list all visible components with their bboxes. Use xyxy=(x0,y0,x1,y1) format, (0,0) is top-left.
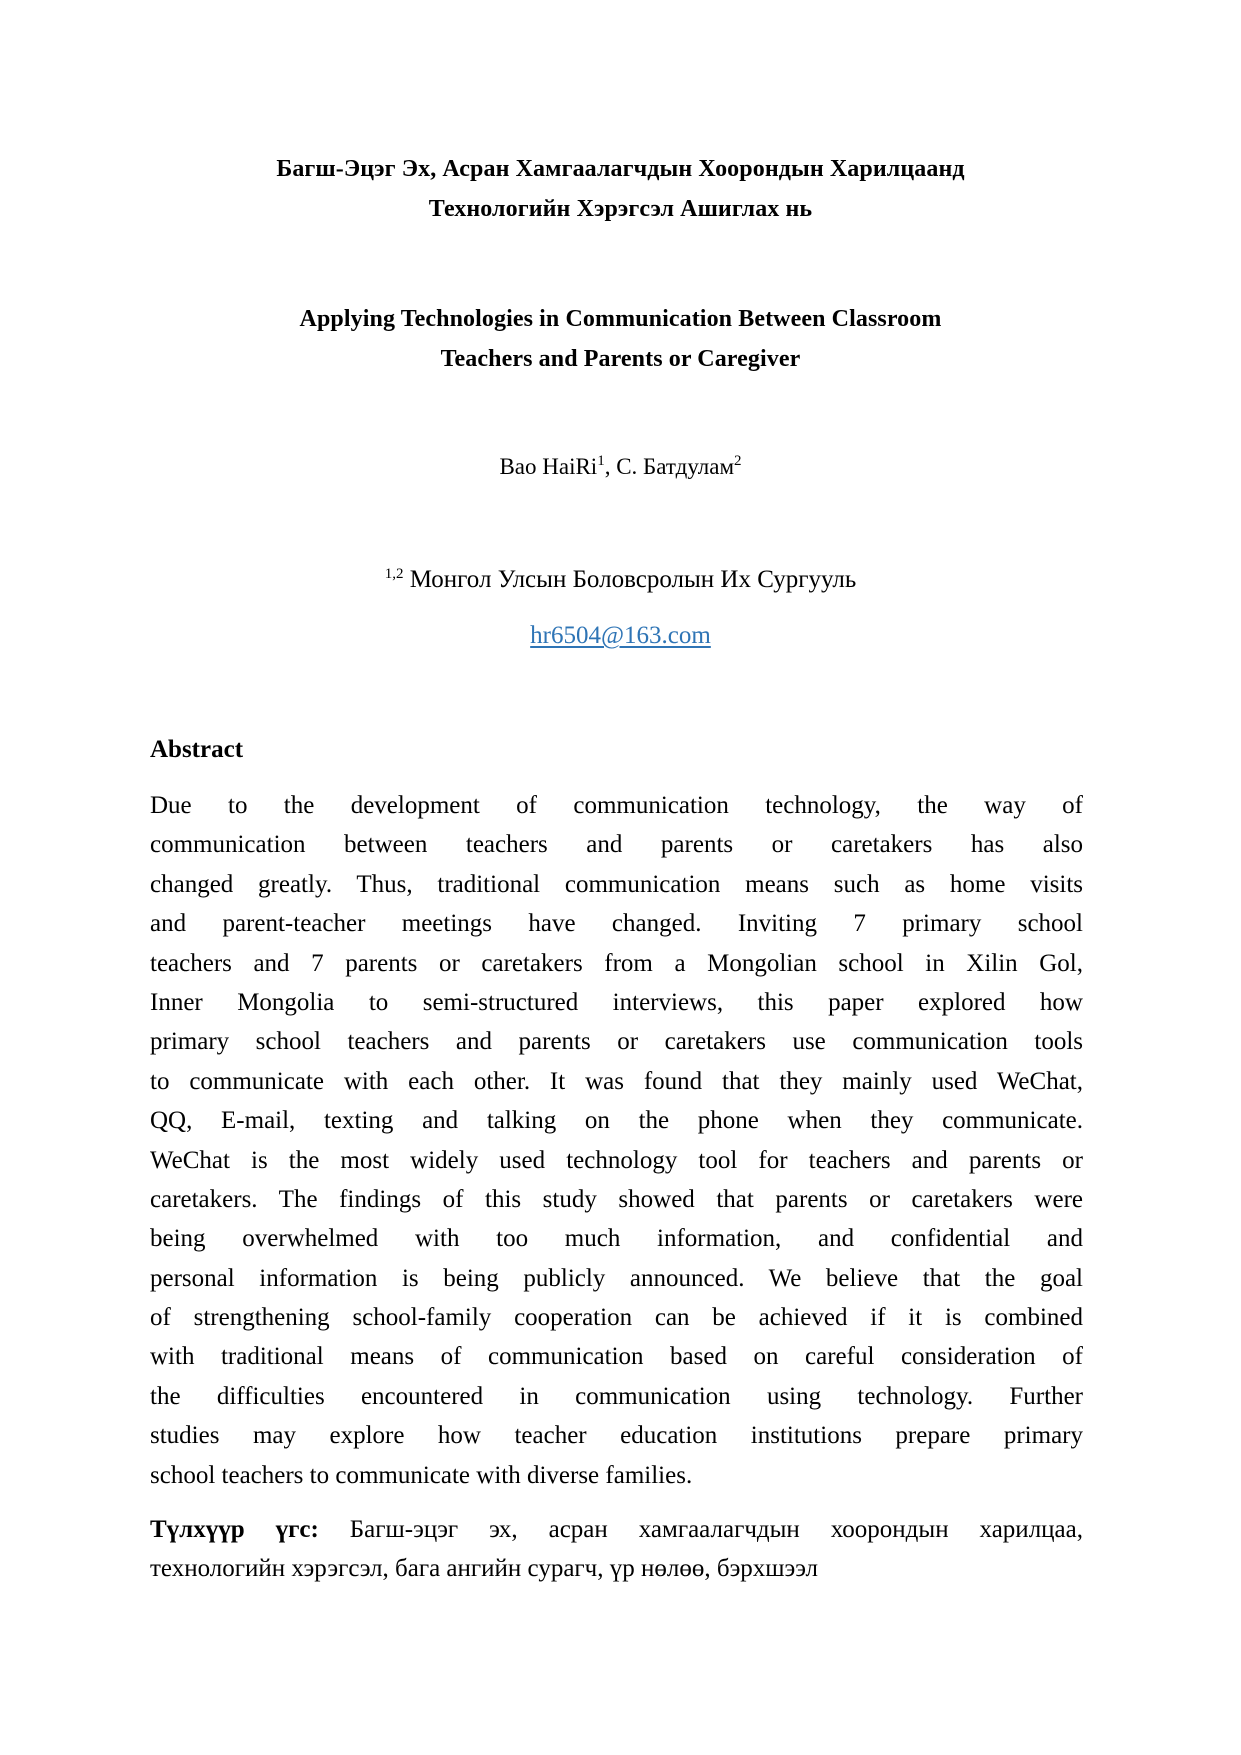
author-2-affiliation-mark: 2 xyxy=(734,453,742,469)
author-list xyxy=(0,454,1241,480)
title-english xyxy=(150,299,1091,379)
abstract-line: being overwhelmed with too much information, and confidential and xyxy=(150,1225,1083,1253)
keywords-text-1: Багш-эцэг эх, асран хамгаалагчдын хоорондын харилцаа, xyxy=(318,1516,1083,1543)
author-separator: , xyxy=(604,454,617,479)
abstract-line: teachers and 7 parents or caretakers from a Mongolian school in Xilin Gol, xyxy=(150,949,1083,977)
email-link[interactable]: hr6504@163.com xyxy=(530,622,711,649)
contact-email xyxy=(0,622,1241,650)
title-mongolian-line-2: Технологийн Хэрэгсэл Ашиглах нь xyxy=(428,196,813,222)
abstract-line: caretakers. The findings of this study showed that parents or caretakers were xyxy=(150,1185,1083,1213)
keywords-line-1 xyxy=(150,1510,1083,1549)
author-1-affiliation-mark: 1 xyxy=(597,453,605,469)
title-mongolian xyxy=(150,149,1091,229)
keywords-line-2: технологийн хэрэгсэл, бага ангийн сурагч, үр нөлөө, бэрхшээл xyxy=(150,1555,819,1583)
affiliation xyxy=(0,566,1241,594)
abstract-line: with traditional means of communication based on careful consideration of xyxy=(150,1343,1083,1371)
title-english-line-1: Applying Technologies in Communication Between Classroom xyxy=(299,306,942,332)
abstract-line: to communicate with each other. It was found that they mainly used WeChat, xyxy=(150,1067,1083,1095)
abstract-line: WeChat is the most widely used technology tool for teachers and parents or xyxy=(150,1146,1083,1174)
abstract-line: Due to the development of communication technology, the way of xyxy=(150,792,1083,819)
abstract-line: primary school teachers and parents or caretakers use communication tools xyxy=(150,1028,1083,1056)
abstract-line: school teachers to communicate with diverse families. xyxy=(150,1461,693,1489)
abstract-body xyxy=(150,786,1083,1495)
keywords xyxy=(150,1510,1083,1589)
affiliation-marks: 1,2 xyxy=(384,566,404,582)
abstract-line: personal information is being publicly announced. We believe that the goal xyxy=(150,1264,1083,1292)
abstract-line: communication between teachers and parents or caretakers has also xyxy=(150,831,1083,859)
author-2-name: С. Батдулам xyxy=(616,454,735,479)
affiliation-name: Монгол Улсын Боловсролын Их Сургууль xyxy=(403,566,857,593)
abstract-line: and parent-teacher meetings have changed. Inviting 7 primary school xyxy=(150,910,1083,938)
author-1-name: Bao HaiRi xyxy=(499,454,598,479)
abstract-line: the difficulties encountered in communication using technology. Further xyxy=(150,1382,1083,1410)
abstract-line: Inner Mongolia to semi-structured interviews, this paper explored how xyxy=(150,988,1083,1016)
abstract-line: changed greatly. Thus, traditional communication means such as home visits xyxy=(150,870,1083,898)
keywords-label: Түлхүүр үгс: xyxy=(150,1516,319,1543)
abstract-line: studies may explore how teacher education institutions prepare primary xyxy=(150,1422,1083,1450)
abstract-line: QQ, E-mail, texting and talking on the phone when they communicate. xyxy=(150,1107,1083,1135)
abstract-line: of strengthening school-family cooperation can be achieved if it is combined xyxy=(150,1304,1083,1332)
title-english-line-2: Teachers and Parents or Caregiver xyxy=(440,346,801,372)
abstract-heading: Abstract xyxy=(150,736,244,763)
title-mongolian-line-1: Багш-Эцэг Эх, Асран Хамгаалагчдын Хоорондын Харилцаанд xyxy=(276,156,965,182)
